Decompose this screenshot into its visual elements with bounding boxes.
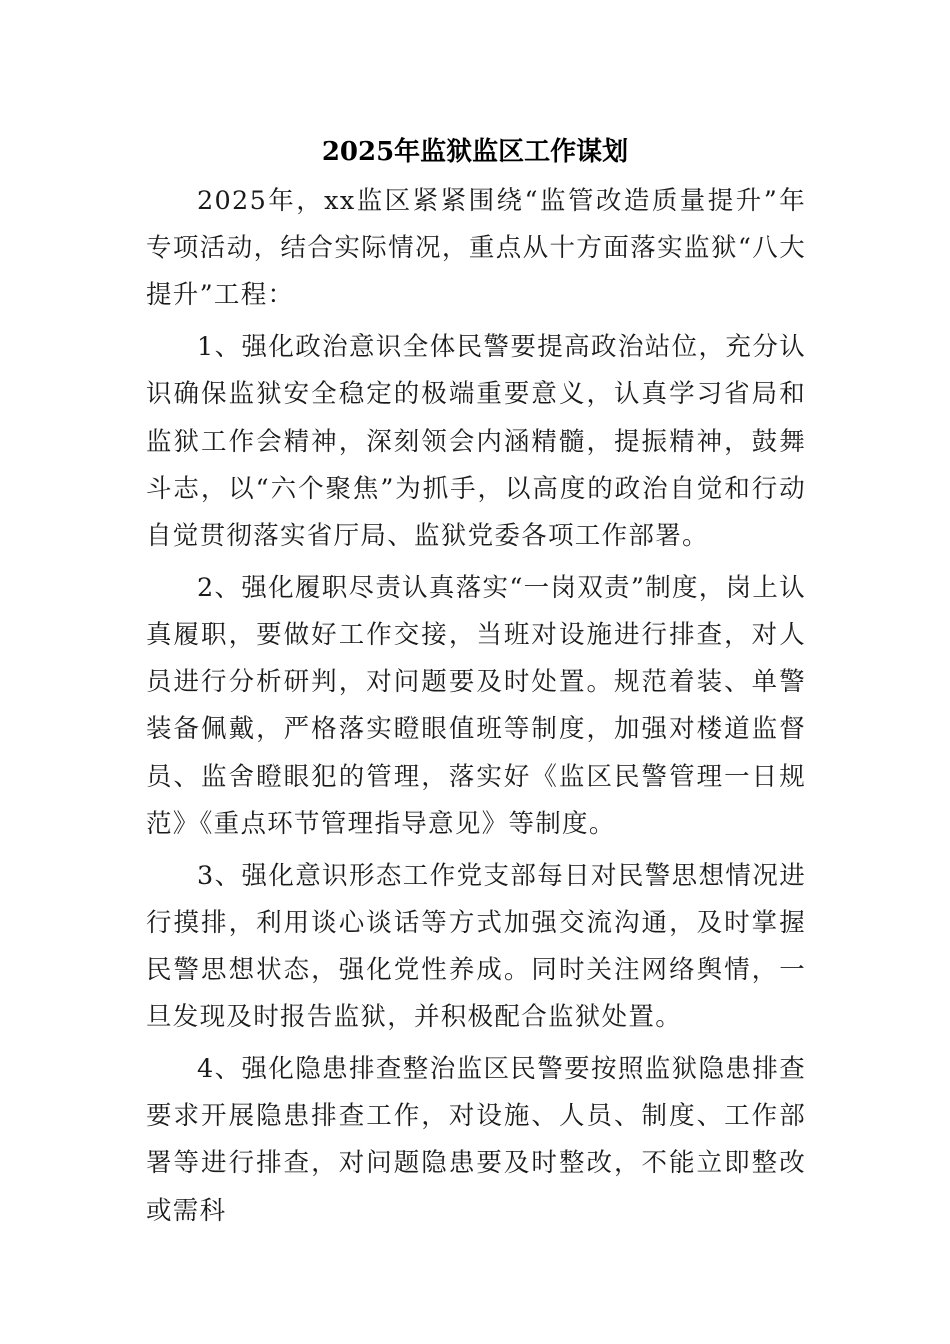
paragraph-item-2: 2、强化履职尽责认真落实“一岗双责”制度，岗上认真履职，要做好工作交接，当班对设施进行排查，对人员进行分析研判，对问题要及时处置。规范着装、单警装备佩戴，严格落实瞪眼值班等制度，加强对楼道监督员、监舍瞪眼犯的管理，落实好《监区民警管理一日规范》《重点环节管理指导意见》等制度。 bbox=[146, 572, 806, 839]
paragraph-item-1: 1、强化政治意识全体民警要提高政治站位，充分认识确保监狱安全稳定的极端重要意义，认真学习省局和监狱工作会精神，深刻领会内涵精髓，提振精神，鼓舞斗志，以“六个聚焦”为抓手，以高度的政治自觉和行动自觉贯彻落实省厅局、监狱党委各项工作部署。 bbox=[146, 332, 806, 552]
document-body bbox=[146, 178, 806, 1235]
paragraph-intro: 2025年，xx监区紧紧围绕“监管改造质量提升”年专项活动，结合实际情况，重点从十方面落实监狱“八大提升”工程： bbox=[146, 186, 806, 311]
paragraph-item-3: 3、强化意识形态工作党支部每日对民警思想情况进行摸排，利用谈心谈话等方式加强交流沟通，及时掌握民警思想状态，强化党性养成。同时关注网络舆情，一旦发现及时报告监狱，并积极配合监狱处置。 bbox=[146, 860, 806, 1033]
paragraph-item-4: 4、强化隐患排查整治监区民警要按照监狱隐患排查要求开展隐患排查工作，对设施、人员、制度、工作部署等进行排查，对问题隐患要及时整改，不能立即整改或需科 bbox=[146, 1054, 806, 1226]
document-title: 2025年监狱监区工作谋划 bbox=[321, 137, 629, 167]
